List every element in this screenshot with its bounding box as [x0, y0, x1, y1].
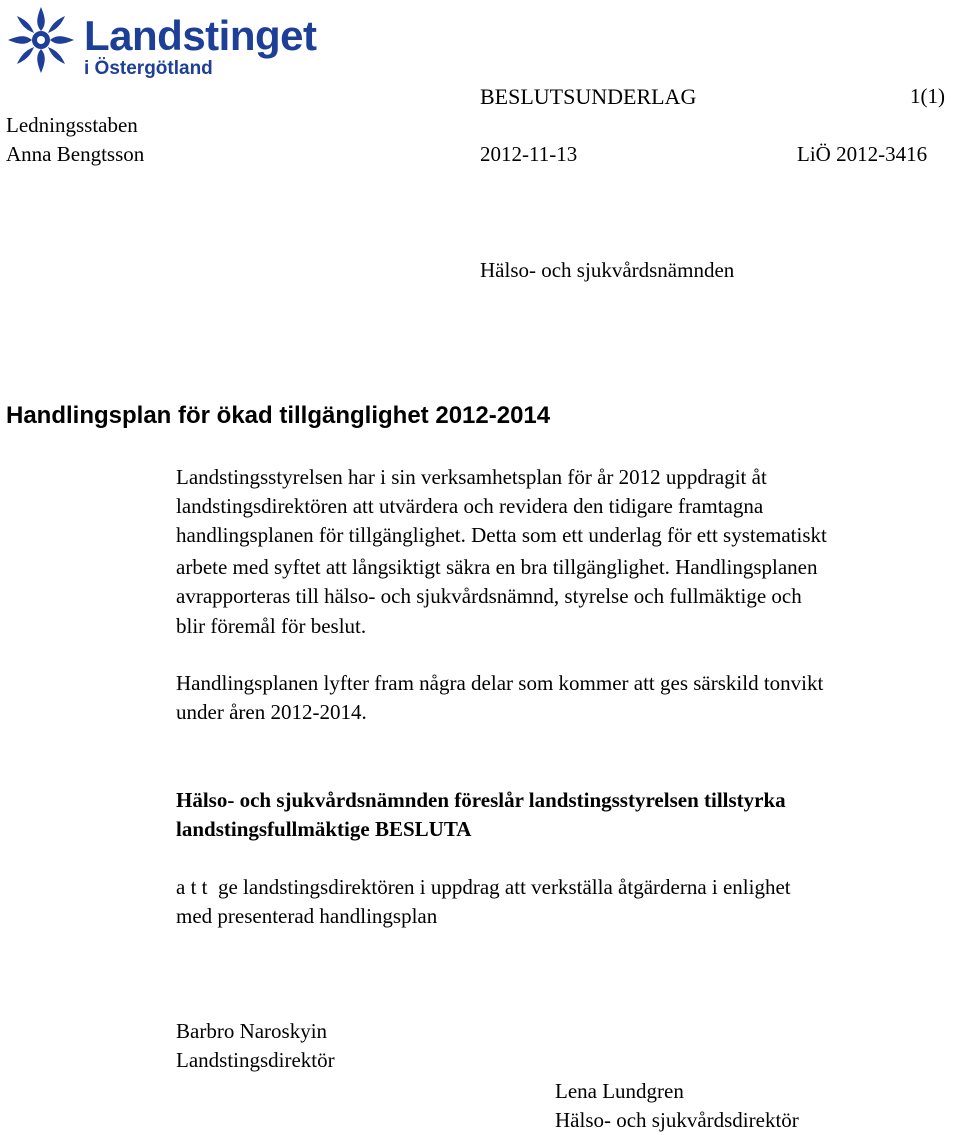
reference-number: LiÖ 2012-3416 [797, 142, 928, 166]
paragraph-1-line-3: handlingsplanen för tillgänglighet. Detta som ett underlag för ett systematiskt [176, 523, 827, 547]
signature-2-name: Lena Lundgren [555, 1079, 684, 1103]
doc-date: 2012-11-13 [480, 142, 578, 166]
paragraph-1-line-1: Landstingsstyrelsen har i sin verksamhetsplan för år 2012 uppdragit åt [176, 465, 767, 489]
department: Ledningsstaben [6, 113, 138, 137]
signature-2-title: Hälso- och sjukvårdsdirektör [555, 1108, 799, 1132]
logo [6, 3, 326, 85]
proposal-line-2: landstingsfullmäktige BESLUTA [176, 817, 472, 841]
doc-type: BESLUTSUNDERLAG [480, 84, 697, 109]
proposal-line-1: Hälso- och sjukvårdsnämnden föreslår landstingsstyrelsen tillstyrka [176, 788, 786, 812]
recipient: Hälso- och sjukvårdsnämnden [480, 258, 735, 282]
logo-subname: i Östergötland [84, 58, 213, 79]
author: Anna Bengtsson [6, 142, 145, 166]
paragraph-1-line-5: avrapporteras till hälso- och sjukvårdsnämnd, styrelse och fullmäktige och [176, 584, 802, 608]
decision-line-1: a t t ge landstingsdirektören i uppdrag att verkställa åtgärderna i enlighet [176, 875, 791, 899]
paragraph-1-line-4: arbete med syftet att långsiktigt säkra en bra tillgänglighet. Handlingsplanen [176, 555, 818, 579]
signature-1-name: Barbro Naroskyin [176, 1019, 328, 1043]
emblem-icon [6, 5, 76, 75]
paragraph-1-line-6: blir föremål för beslut. [176, 614, 367, 638]
page-count: 1(1) [910, 84, 945, 108]
paragraph-1-line-2: landstingsdirektören att utvärdera och revidera den tidigare framtagna [176, 494, 764, 518]
document-title: Handlingsplan för ökad tillgänglighet 2012-2014 [6, 402, 551, 429]
paragraph-2-line-2: under åren 2012-2014. [176, 700, 367, 724]
signature-1-title: Landstingsdirektör [176, 1048, 335, 1072]
paragraph-2-line-1: Handlingsplanen lyfter fram några delar som kommer att ges särskild tonvikt [176, 671, 824, 695]
decision-line-2: med presenterad handlingsplan [176, 904, 438, 928]
logo-name: Landstinget [84, 12, 317, 59]
